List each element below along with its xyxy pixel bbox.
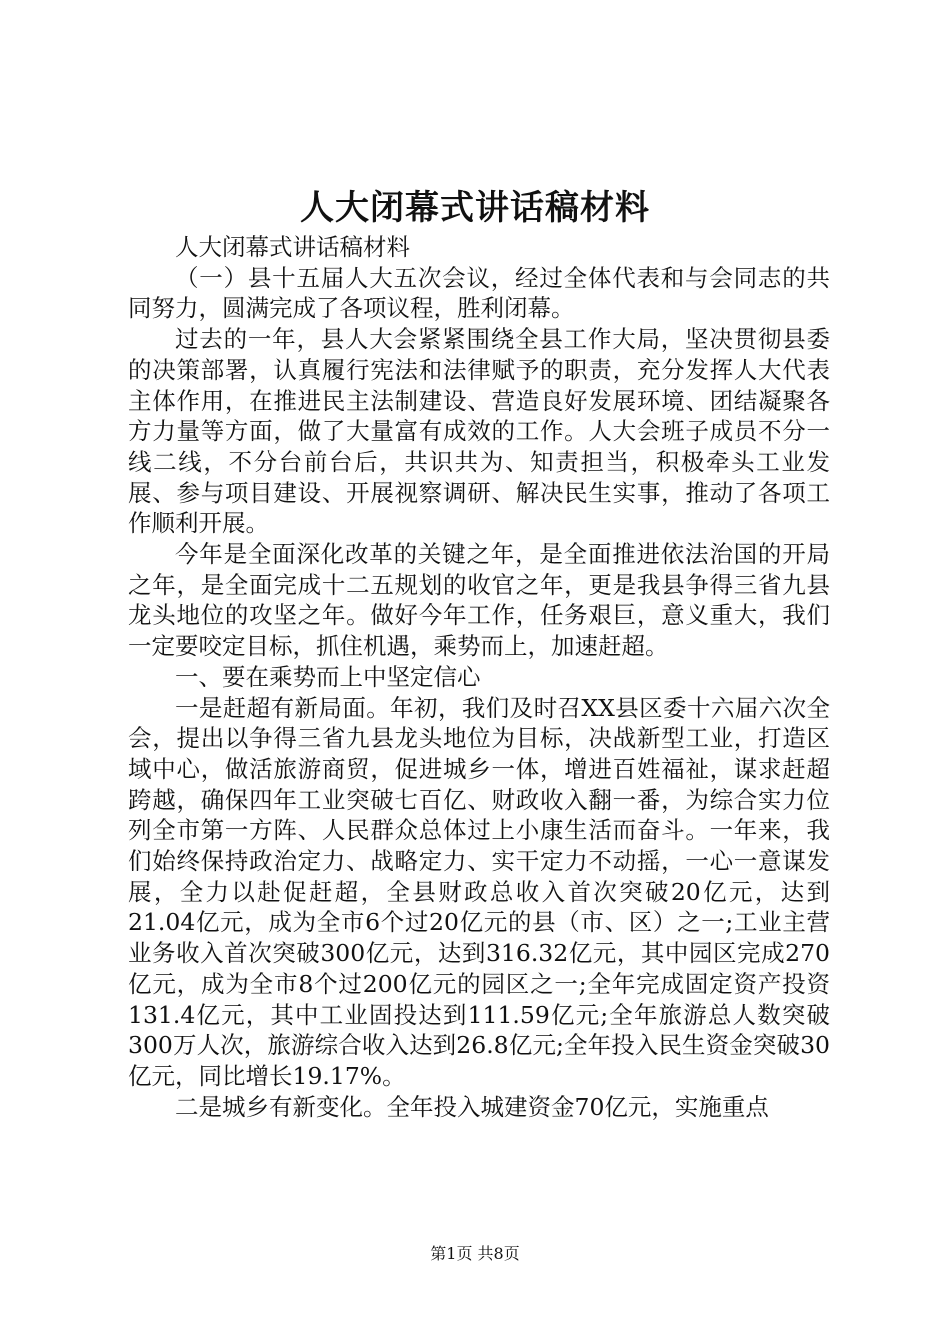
paragraph-urban-rural: 二是城乡有新变化。全年投入城建资金70亿元，实施重点 xyxy=(175,1092,769,1121)
paragraph-review: 过去的一年，县人大会紧紧围绕全县工作大局，坚决贯彻县委的决策部署，认真履行宪法和法律赋予的职责，充分发挥人大代表主体作用，在推进民主法制建设、营造良好发展环境、团结凝聚各方力量等方面，做了大量富有成效的工作。人大会班子成员不分一线二线，不分台前台后，共识共为、知责担当，积极牵头工业发展、参与项目建设、开展视察调研、解决民生实事，推动了各项工作顺利开展。 xyxy=(128,325,830,538)
document-title: 人大闭幕式讲话稿材料 xyxy=(300,188,650,228)
paragraph-this-year: 今年是全面深化改革的关键之年，是全面推进依法治国的开局之年，是全面完成十二五规划的收官之年，更是我县争得三省九县龙头地位的攻坚之年。做好今年工作，任务艰巨，意义重大，我们一定要咬定目标，抓住机遇，乘势而上，加速赶超。 xyxy=(128,540,830,661)
paragraph-new-situation: 一是赶超有新局面。年初，我们及时召XX县区委十六届六次全会，提出以争得三省九县龙头地位为目标，决战新型工业，打造区域中心，做活旅游商贸，促进城乡一体，增进百姓福祉，谋求赶超跨越，确保四年工业突破七百亿、财政收入翻一番，为综合实力位列全市第一方阵、人民群众总体过上小康生活而奋斗。一年来，我们始终保持政治定力、战略定力、实干定力不动摇，一心一意谋发展，全力以赴促赶超，全县财政总收入首次突破20亿元，达到21.04亿元，成为全市6个过20亿元的县（市、区）之一;工业主营业务收入首次突破300亿元，达到316.32亿元，其中园区完成270亿元，成为全市8个过200亿元的园区之一;全年完成固定资产投资131.4亿元，其中工业固投达到111.59亿元;全年旅游总人数突破300万人次，旅游综合收入达到26.8亿元;全年投入民生资金突破30亿元，同比增长19.17%。 xyxy=(128,693,830,1090)
section-heading-confidence: 一、要在乘势而上中坚定信心 xyxy=(175,662,481,691)
page-number-footer: 第1页 共8页 xyxy=(430,1244,520,1263)
paragraph-heading: 人大闭幕式讲话稿材料 xyxy=(175,233,410,261)
document-body xyxy=(128,232,830,1122)
paragraph-intro: （一）县十五届人大五次会议，经过全体代表和与会同志的共同努力，圆满完成了各项议程，胜利闭幕。 xyxy=(128,263,830,323)
